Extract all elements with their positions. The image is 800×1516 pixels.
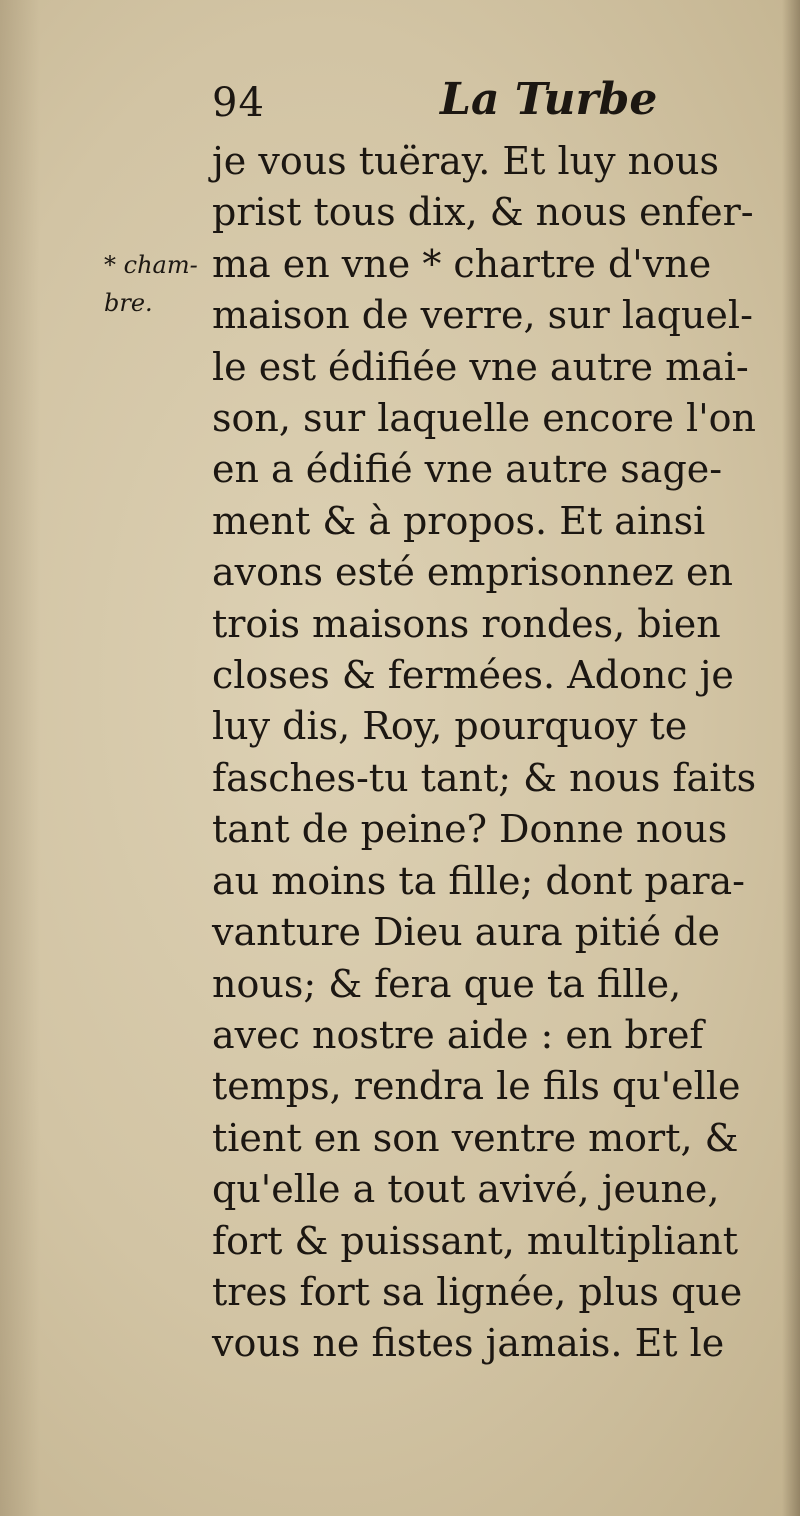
margin-note: [104, 246, 208, 322]
margin-note-line: * cham-: [104, 251, 198, 279]
text-line: au moins ta fille; dont para-: [212, 858, 746, 903]
text-line: avec nostre aide : en bref: [212, 1012, 704, 1057]
text-line: nous; & fera que ta fille,: [212, 961, 682, 1006]
text-line: maison de verre, sur laquel-: [212, 293, 753, 338]
text-line: trois maisons rondes, bien: [212, 601, 721, 646]
body-text: [212, 136, 792, 1370]
text-line: le est édifiée vne autre mai-: [212, 344, 749, 389]
page-number: 94: [212, 80, 265, 126]
page-header: [212, 72, 772, 132]
page-gutter-shadow: [0, 0, 40, 1516]
text-line: ment & à propos. Et ainsi: [212, 498, 706, 543]
text-line: vous ne fistes jamais. Et le: [212, 1321, 725, 1366]
margin-note-line: bre.: [104, 289, 153, 317]
text-line: en a édifié vne autre sage-: [212, 447, 723, 492]
text-line: tant de peine? Donne nous: [212, 807, 728, 852]
text-line: prist tous dix, & nous enfer-: [212, 190, 754, 235]
text-line: ma en vne * chartre d'vne: [212, 241, 712, 286]
text-line: closes & fermées. Adonc je: [212, 653, 734, 698]
text-line: son, sur laquelle encore l'on: [212, 396, 757, 441]
text-line: qu'elle a tout avivé, jeune,: [212, 1167, 720, 1212]
text-line: vanture Dieu aura pitié de: [212, 910, 721, 955]
text-line: luy dis, Roy, pourquoy te: [212, 704, 688, 749]
text-line: je vous tuëray. Et luy nous: [212, 139, 719, 183]
text-line: tres fort sa lignée, plus que: [212, 1269, 743, 1314]
text-line: temps, rendra le fils qu'elle: [212, 1064, 741, 1109]
text-line: tient en son ventre mort, &: [212, 1115, 739, 1160]
text-line: fasches-tu tant; & nous faits: [212, 755, 757, 800]
text-line: fort & puissant, multipliant: [212, 1218, 738, 1263]
text-line: avons esté emprisonnez en: [212, 550, 733, 595]
running-title: La Turbe: [440, 74, 658, 125]
